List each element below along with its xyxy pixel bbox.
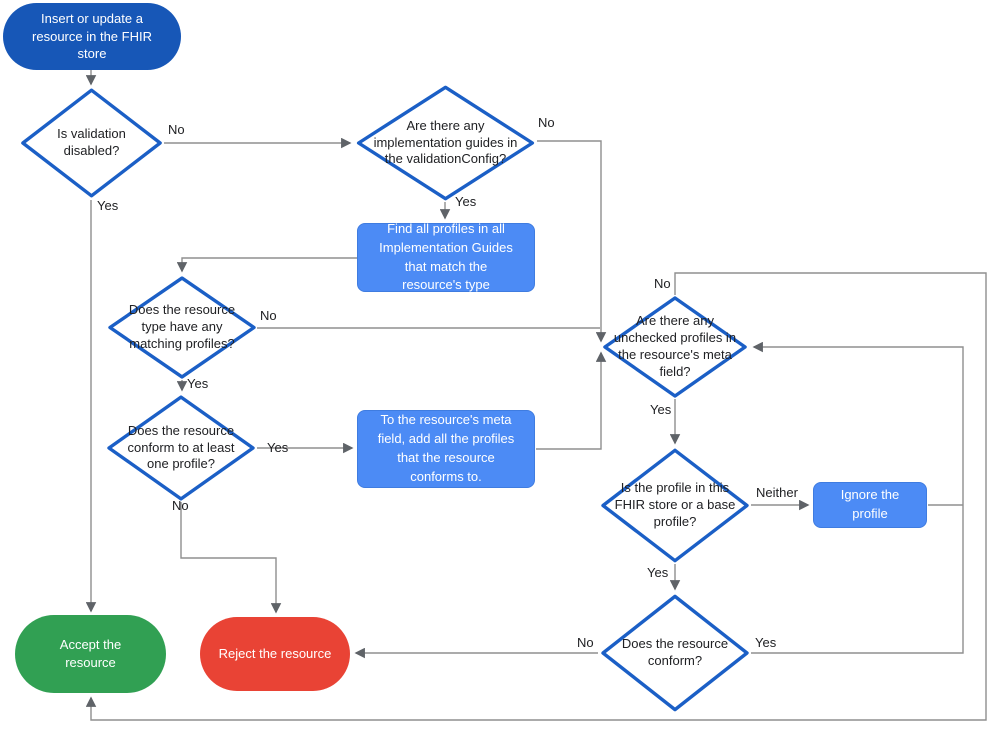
- decision-profile-in-store-label: Is the profile in this FHIR store or a base profile?: [614, 480, 736, 529]
- process-find-profiles: [357, 220, 535, 293]
- process-ignore-profile: [813, 482, 927, 528]
- node-accept-label: Accept the resource: [59, 637, 122, 670]
- edge-label-profile-neither: Neither: [756, 485, 798, 500]
- edge-label-conform-one-yes: Yes: [267, 440, 289, 455]
- edge-findprofiles-to-matching: [182, 258, 357, 271]
- decision-conform-one-profile: [106, 395, 256, 501]
- process-add-profiles: [357, 410, 535, 488]
- edge-label-guides-yes: Yes: [455, 194, 477, 209]
- process-find-profiles-label: Find all profiles in all Implementation Guides that match the resource's type: [379, 220, 513, 293]
- node-accept: [15, 615, 166, 693]
- edge-label-guides-no: No: [538, 115, 555, 130]
- decision-implementation-guides-label: Are there any implementation guides in the validationConfig?: [373, 117, 518, 167]
- edge-label-unchecked-yes: Yes: [650, 402, 672, 417]
- node-reject-label: Reject the resource: [218, 646, 332, 662]
- decision-matching-profiles-label: Does the resource type have any matching profiles?: [128, 302, 236, 351]
- decision-resource-conform: [600, 594, 750, 712]
- edge-label-validation-yes: Yes: [97, 198, 119, 213]
- edge-conformone-no-reject: [181, 502, 276, 612]
- decision-unchecked-profiles: [602, 296, 748, 398]
- process-ignore-profile-label: Ignore the profile: [840, 487, 900, 521]
- decision-implementation-guides: [355, 85, 536, 201]
- edge-label-conform-no: No: [577, 635, 594, 650]
- node-start: [3, 3, 181, 70]
- decision-unchecked-profiles-label: Are there any unchecked profiles in the resource's meta field?: [613, 313, 737, 379]
- process-add-profiles-label: To the resource's meta field, add all the profiles that the resource conforms to.: [377, 412, 515, 484]
- node-reject: [200, 617, 350, 691]
- edge-label-matching-yes: Yes: [187, 376, 209, 391]
- edge-label-matching-no: No: [260, 308, 277, 323]
- decision-profile-in-store: [600, 448, 750, 563]
- edge-addprofiles-to-unchecked: [536, 353, 601, 449]
- edge-guides-no: [537, 141, 601, 341]
- decision-validation-disabled: [20, 88, 163, 198]
- decision-matching-profiles: [107, 276, 257, 379]
- node-start-label: Insert or update a resource in the FHIR store: [32, 11, 152, 62]
- decision-conform-one-profile-label: Does the resource conform to at least one profile?: [127, 422, 235, 472]
- decision-validation-disabled-label: Is validation disabled?: [57, 126, 126, 158]
- edge-label-conform-yes: Yes: [755, 635, 777, 650]
- edge-label-validation-no: No: [168, 122, 185, 137]
- decision-resource-conform-label: Does the resource conform?: [621, 636, 729, 668]
- edge-label-profile-yes: Yes: [647, 565, 669, 580]
- edge-label-conform-one-no: No: [172, 498, 189, 513]
- edge-label-unchecked-no: No: [654, 276, 671, 291]
